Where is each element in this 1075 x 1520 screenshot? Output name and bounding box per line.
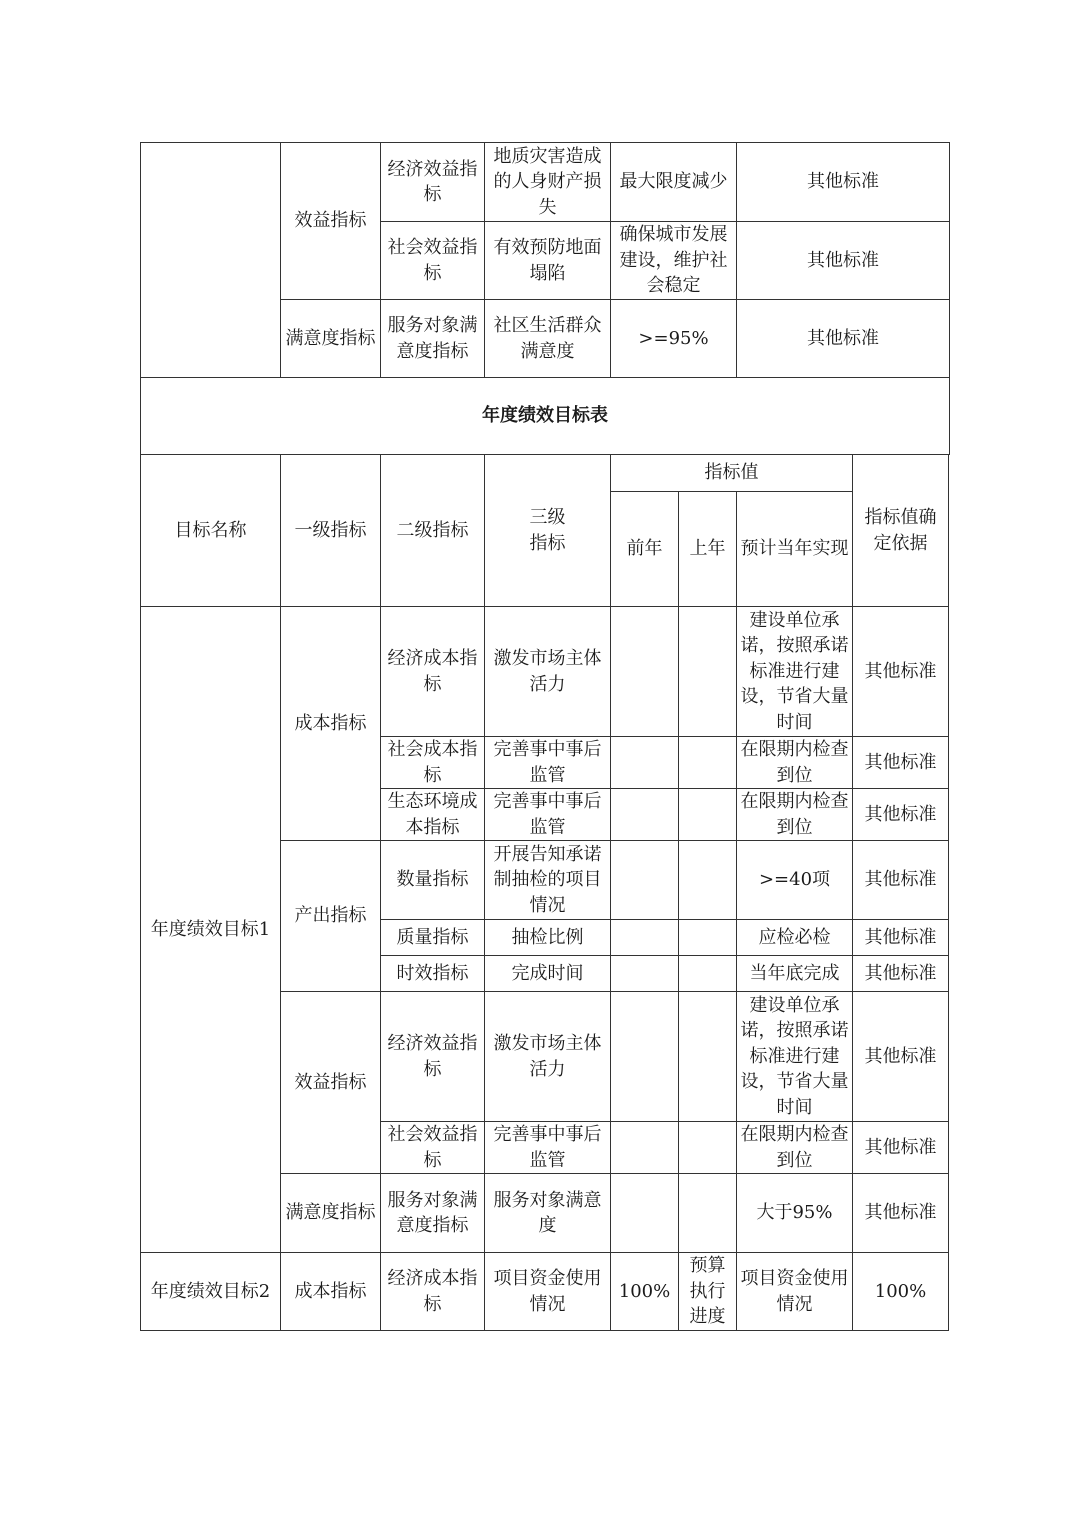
level2-cell: 社会成本指标 [381,737,485,789]
basis-cell: 其他标准 [737,222,950,300]
table-row [141,1253,949,1331]
level1-satisfaction: 满意度指标 [281,1174,381,1253]
level3-cell: 完善事中事后监管 [485,789,611,841]
level3-cell: 服务对象满意度 [485,1174,611,1253]
expected-cell: 在限期内检查到位 [737,737,853,789]
header-prev-year: 前年 [611,492,679,607]
basis-cell: 其他标准 [853,920,949,956]
basis-cell: 其他标准 [853,841,949,920]
level3-cell: 社区生活群众满意度 [485,300,611,378]
level3-cell: 项目资金使用情况 [485,1253,611,1331]
level1-cost: 成本指标 [281,607,381,841]
last-cell [679,1174,737,1253]
expected-cell: 大于95% [737,1174,853,1253]
prev-cell [611,789,679,841]
prev-cell [611,841,679,920]
basis-cell: 其他标准 [853,956,949,992]
last-cell [679,737,737,789]
prev-cell [611,992,679,1122]
level3-cell: 激发市场主体活力 [485,607,611,737]
level2-cell: 服务对象满意度指标 [381,1174,485,1253]
header-level3 [485,455,611,607]
continued-indicator-table [140,142,950,455]
header-level2: 二级指标 [381,455,485,607]
header-level1: 一级指标 [281,455,381,607]
level2-cell: 经济效益指标 [381,143,485,222]
value-cell: >=95% [611,300,737,378]
basis-cell: 其他标准 [737,143,950,222]
basis-cell: 其他标准 [853,789,949,841]
level1-cell: 成本指标 [281,1253,381,1331]
last-cell [679,992,737,1122]
level1-cell: 满意度指标 [281,300,381,378]
header-last-year: 上年 [679,492,737,607]
level2-cell: 经济效益指标 [381,992,485,1122]
goal2-name: 年度绩效目标2 [141,1253,281,1331]
expected-cell: 应检必检 [737,920,853,956]
level3-cell: 地质灾害造成的人身财产损失 [485,143,611,222]
prev-cell [611,737,679,789]
table-row [141,607,949,737]
prev-cell [611,607,679,737]
level2-cell: 社会效益指标 [381,1122,485,1174]
level2-cell: 时效指标 [381,956,485,992]
header-row [141,455,949,492]
level3-cell: 完成时间 [485,956,611,992]
level2-cell: 数量指标 [381,841,485,920]
expected-cell: 当年底完成 [737,956,853,992]
basis-cell: 其他标准 [853,992,949,1122]
prev-cell [611,920,679,956]
value-cell: 最大限度减少 [611,143,737,222]
expected-cell: 在限期内检查到位 [737,1122,853,1174]
expected-cell: 在限期内检查到位 [737,789,853,841]
level3-cell: 激发市场主体活力 [485,992,611,1122]
level3-cell: 抽检比例 [485,920,611,956]
last-cell [679,956,737,992]
header-value-group: 指标值 [611,455,853,492]
last-cell [679,841,737,920]
expected-cell: 建设单位承诺，按照承诺标准进行建设，节省大量时间 [737,607,853,737]
last-cell [679,1122,737,1174]
expected-cell: >=40项 [737,841,853,920]
level2-cell: 质量指标 [381,920,485,956]
level3-cell: 完善事中事后监管 [485,1122,611,1174]
level1-benefit: 效益指标 [281,992,381,1174]
last-cell [679,920,737,956]
table-title-row [141,378,950,455]
level3-cell: 开展告知承诺制抽检的项目情况 [485,841,611,920]
table-row [141,143,950,222]
level2-cell: 经济成本指标 [381,1253,485,1331]
basis-cell: 100% [853,1253,949,1331]
level2-cell: 生态环境成本指标 [381,789,485,841]
header-goal-name: 目标名称 [141,455,281,607]
basis-cell: 其他标准 [853,1174,949,1253]
last-cell [679,789,737,841]
expected-cell: 建设单位承诺，按照承诺标准进行建设，节省大量时间 [737,992,853,1122]
prev-cell [611,956,679,992]
header-level3-text: 三级指标 [529,507,566,554]
goal1-name: 年度绩效目标1 [141,607,281,1253]
header-basis: 指标值确定依据 [853,455,949,607]
level1-output: 产出指标 [281,841,381,992]
level2-cell: 经济成本指标 [381,607,485,737]
level2-cell: 服务对象满意度指标 [381,300,485,378]
expected-cell: 项目资金使用情况 [737,1253,853,1331]
last-cell [679,607,737,737]
annual-performance-goal-table [140,454,949,1331]
table-title: 年度绩效目标表 [141,378,950,455]
level2-cell: 社会效益指标 [381,222,485,300]
basis-cell: 其他标准 [737,300,950,378]
value-cell: 确保城市发展建设，维护社会稳定 [611,222,737,300]
last-cell: 预算执行进度 [679,1253,737,1331]
prev-cell: 100% [611,1253,679,1331]
level3-cell: 完善事中事后监管 [485,737,611,789]
prev-cell [611,1174,679,1253]
level3-cell: 有效预防地面塌陷 [485,222,611,300]
empty-goal-cell [141,143,281,378]
basis-cell: 其他标准 [853,737,949,789]
basis-cell: 其他标准 [853,1122,949,1174]
level1-cell: 效益指标 [281,143,381,300]
basis-cell: 其他标准 [853,607,949,737]
prev-cell [611,1122,679,1174]
header-expected: 预计当年实现 [737,492,853,607]
